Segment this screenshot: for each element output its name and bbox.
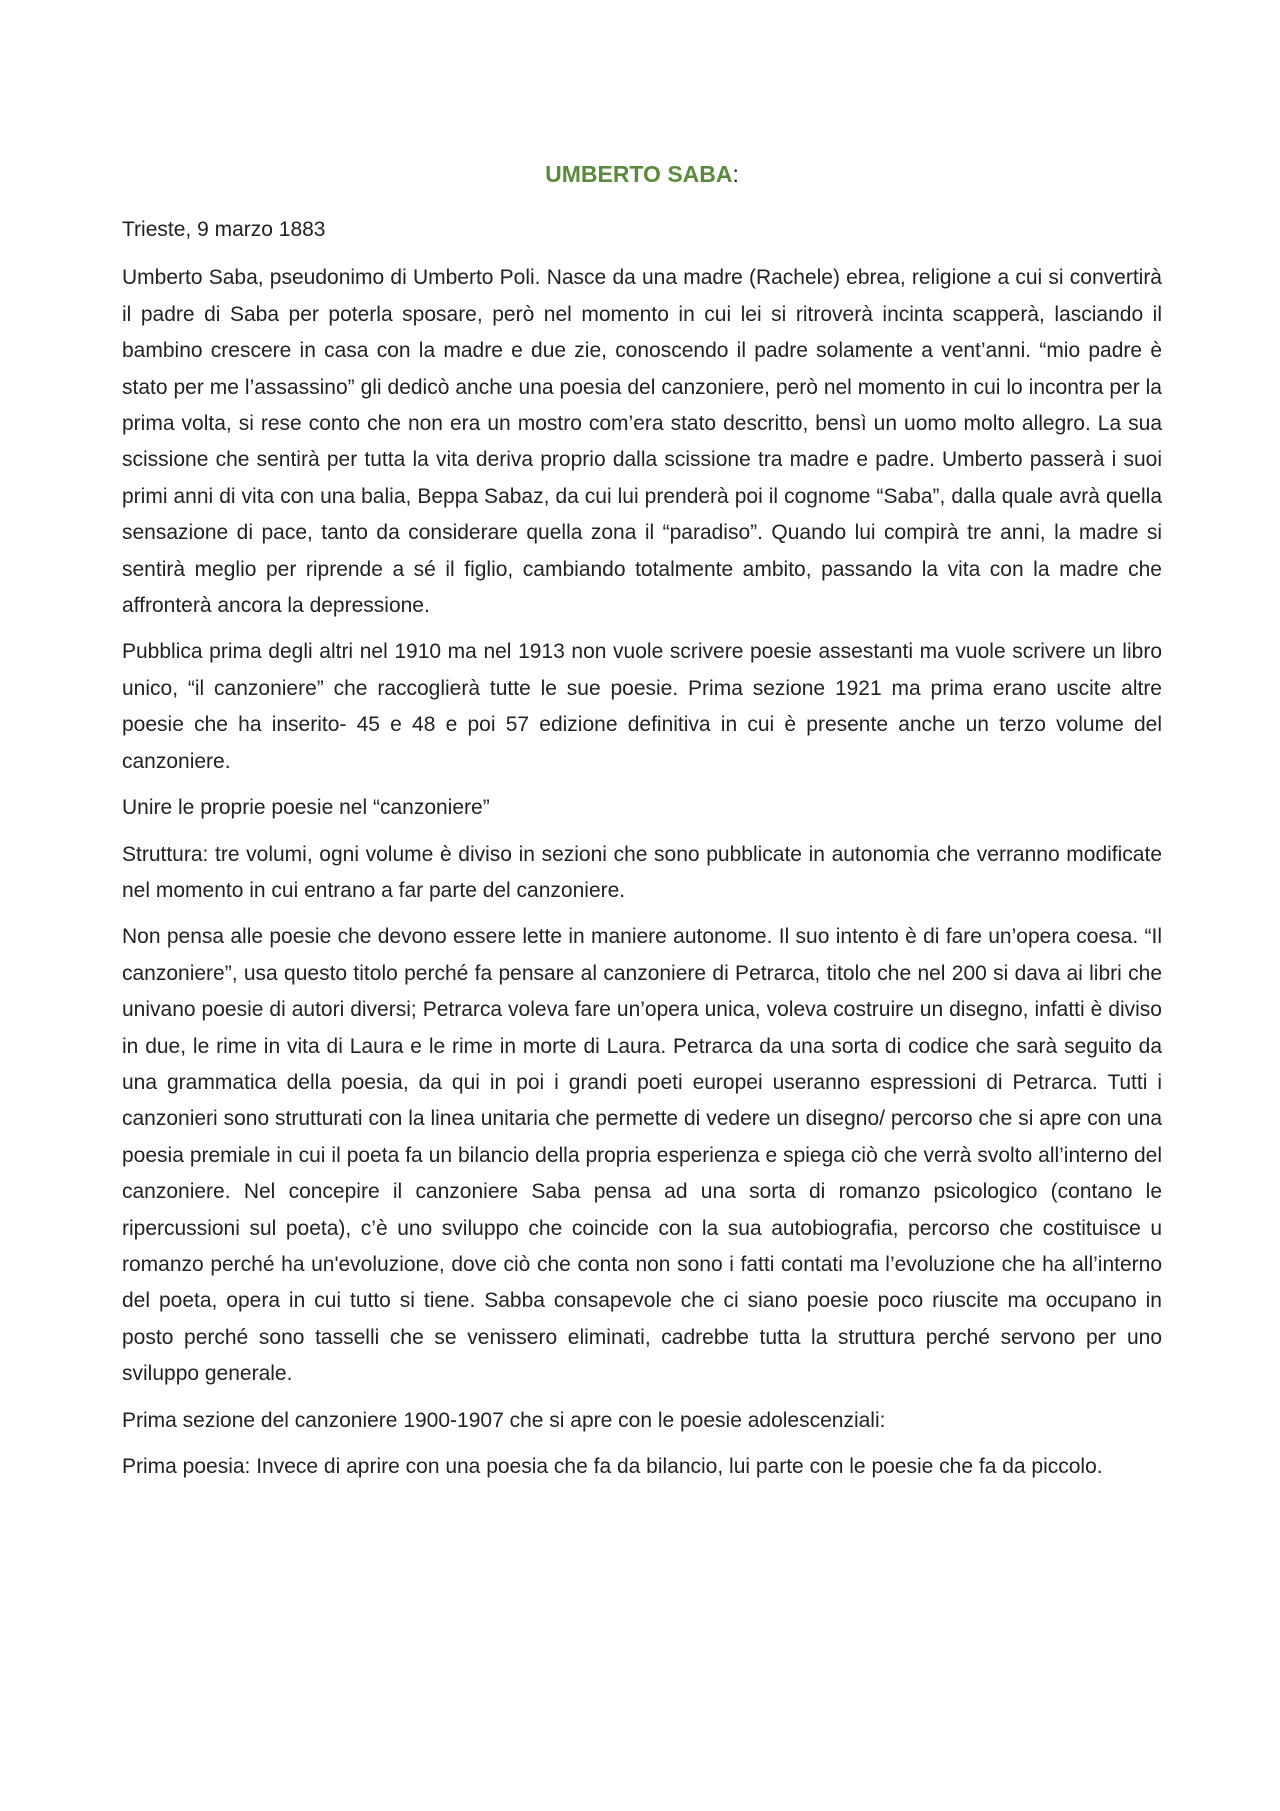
- date-line: Trieste, 9 marzo 1883: [122, 218, 326, 241]
- document-page: [122, 150, 1162, 1495]
- title-colon: :: [732, 161, 739, 187]
- paragraph-first-section: Prima sezione del canzoniere 1900-1907 che si apre con le poesie adolescenziali:: [122, 1408, 886, 1432]
- paragraph-canzoniere-aim: Unire le proprie poesie nel “canzoniere”: [122, 796, 490, 820]
- paragraph-first-poem: Prima poesia: Invece di aprire con una poesia che fa da bilancio, lui parte con le poesie che fa da piccolo.: [122, 1455, 1103, 1478]
- paragraph-structure: Struttura: tre volumi, ogni volume è diviso in sezioni che sono pubblicate in autonomia che verranno modificate nel momento in cui entrano a far parte del canzoniere.: [122, 842, 1162, 902]
- title-text: UMBERTO SABA: [545, 161, 733, 187]
- paragraph-biography: Umberto Saba, pseudonimo di Umberto Poli. Nasce da una madre (Rachele) ebrea, religione a cui si convertirà il padre di Saba per poterla sposare, però nel momento in cui lei si ritroverà incinta scapperà, lasciando il bambino crescere in casa con la madre e due zie, conoscendo il padre solamente a vent’anni. “mio padre è stato per me l’assassino” gli dedicò anche una poesia del canzoniere, però nel momento in cui lo incontra per la prima volta, si rese conto che non era un mostro com’era stato descritto, bensì un uomo molto allegro. La sua scissione che sentirà per tutta la vita deriva proprio dalla scissione tra madre e padre. Umberto passerà i suoi primi anni di vita con una balia, Beppa Sabaz, da cui lui prenderà poi il cognome “Saba”, dalla quale avrà quella sensazione di pace, tanto da considerare quella zona il “paradiso”. Quando lui compirà tre anni, la madre si sentirà meglio per riprende a sé il figlio, cambiando totalmente ambito, passando la vita con la madre che affronterà ancora la depressione.: [122, 266, 1162, 618]
- paragraph-petrarca: Non pensa alle poesie che devono essere lette in maniere autonome. Il suo intento è di fare un’opera coesa. “Il canzoniere”, usa questo titolo perché fa pensare al canzoniere di Petrarca, titolo che nel 200 si dava ai libri che univano poesie di autori diversi; Petrarca voleva fare un’opera unica, voleva costruire un disegno, infatti è diviso in due, le rime in vita di Laura e le rime in morte di Laura. Petrarca da una sorta di codice che sarà seguito da una grammatica della poesia, da qui in poi i grandi poeti europei useranno espressioni di Petrarca. Tutti i canzonieri sono strutturati con la linea unitaria che permette di vedere un disegno/ percorso che si apre con una poesia premiale in cui il poeta fa un bilancio della propria esperienza e spiega ciò che verrà svolto all’interno del canzoniere. Nel concepire il canzoniere Saba pensa ad una sorta di romanzo psicologico (contano le ripercussioni sul poeta), c’è uno sviluppo che coincide con la sua autobiografia, percorso che costituisce u romanzo perché ha un'evoluzione, dove ciò che conta non sono i fatti contati ma l’evoluzione che ha all’interno del poeta, opera in cui tutto si tiene. Sabba consapevole che ci siano poesie poco riuscite ma occupano in posto perché sono tasselli che se venissero eliminati, cadrebbe tutta la struttura perché servono per uno sviluppo generale.: [122, 925, 1162, 1386]
- paragraph-publication: Pubblica prima degli altri nel 1910 ma nel 1913 non vuole scrivere poesie assestanti ma vuole scrivere un libro unico, “il canzoniere” che raccoglierà tutte le sue poesie. Prima sezione 1921 ma prima erano uscite altre poesie che ha inserito- 45 e 48 e poi 57 edizione definitiva in cui è presente anche un terzo volume del canzoniere.: [122, 640, 1162, 773]
- document-title: [122, 150, 1162, 198]
